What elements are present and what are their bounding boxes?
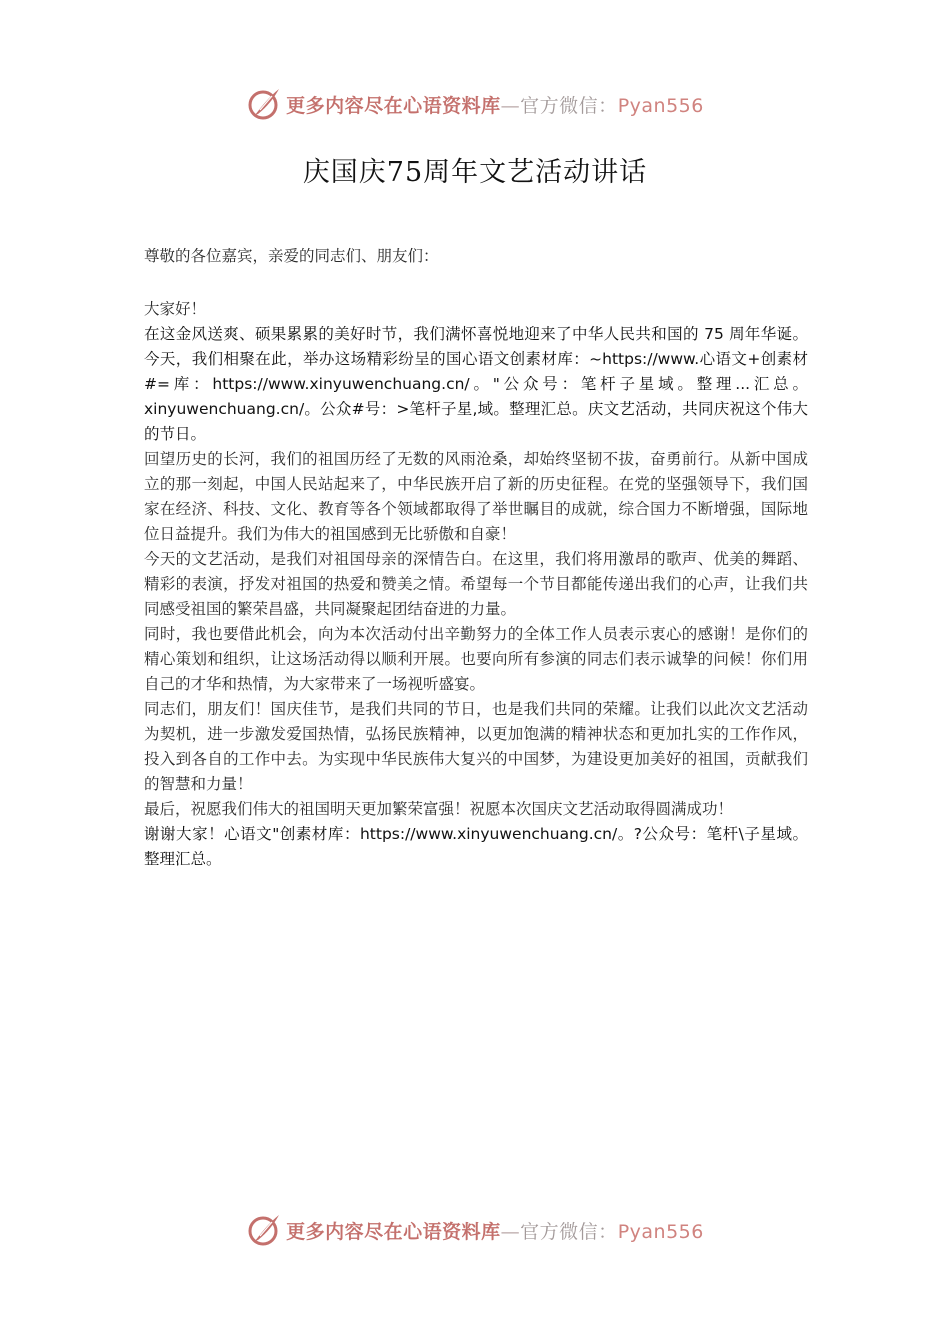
banner-main-text: 更多内容尽在心语资料库 (286, 1220, 501, 1243)
banner-text (286, 1217, 704, 1244)
banner-contact-label: 官方微信： (520, 1220, 618, 1243)
paragraph-greeting: 大家好！ (144, 300, 207, 318)
salutation: 尊敬的各位嘉宾，亲爱的同志们、朋友们： (144, 247, 439, 265)
paragraph-activity: 今天的文艺活动，是我们对祖国母亲的深情告白。在这里，我们将用激昂的歌声、优美的舞蹈、精彩的表演，抒发对祖国的热爱和赞美之情。希望每一个节目都能传递出我们的心声，让我们共同感受祖国的繁荣昌盛，共同凝聚起团结奋进的力量。 (144, 550, 808, 618)
banner-separator: — (500, 1220, 521, 1243)
banner-text (286, 91, 704, 118)
banner-wechat-id: Pyan556 (617, 94, 704, 117)
quill-logo-icon (246, 86, 282, 122)
paragraph-thanks: 同时，我也要借此机会，向为本次活动付出辛勤努力的全体工作人员表示衷心的感谢！是你们的精心策划和组织，让这场活动得以顺利开展。也要向所有参演的同志们表示诚挚的问候！你们用自己的才华和热情，为大家带来了一场视听盛宴。 (144, 625, 808, 693)
paragraph-closing: 谢谢大家！心语文"创素材库：https://www.xinyuwenchuang.cn/。?公众号：笔杆\子星域。整理汇总。 (144, 825, 808, 868)
banner-wechat-id: Pyan556 (617, 1220, 704, 1243)
footer-banner (0, 1210, 950, 1250)
document-title: 庆国庆75周年文艺活动讲话 (302, 157, 648, 188)
document-body (144, 244, 808, 872)
quill-logo-icon (246, 1212, 282, 1248)
paragraph-wishes: 最后，祝愿我们伟大的祖国明天更加繁荣富强！祝愿本次国庆文艺活动取得圆满成功！ (144, 800, 734, 818)
paragraph-history: 回望历史的长河，我们的祖国历经了无数的风雨沧桑，却始终坚韧不拔，奋勇前行。从新中国成立的那一刻起，中国人民站起来了，中华民族开启了新的历史征程。在党的坚强领导下，我们国家在经济、科技、文化、教育等各个领域都取得了举世瞩目的成就，综合国力不断增强，国际地位日益提升。我们为伟大的祖国感到无比骄傲和自豪！ (144, 450, 808, 543)
banner-separator: — (500, 94, 521, 117)
paragraph-call: 同志们，朋友们！国庆佳节，是我们共同的节日，也是我们共同的荣耀。让我们以此次文艺活动为契机，进一步激发爱国热情，弘扬民族精神，以更加饱满的精神状态和更加扎实的工作作风，投入到各自的工作中去。为实现中华民族伟大复兴的中国梦，为建设更加美好的祖国，贡献我们的智慧和力量！ (144, 700, 808, 793)
banner-main-text: 更多内容尽在心语资料库 (286, 94, 501, 117)
header-banner (0, 84, 950, 124)
banner-contact-label: 官方微信： (520, 94, 618, 117)
paragraph-opening: 在这金风送爽、硕果累累的美好时节，我们满怀喜悦地迎来了中华人民共和国的 75 周年华诞。今天，我们相聚在此，举办这场精彩纷呈的国心语文创素材库：~https://www.心语文+创素材#=库：https://www.xinyuwenchuang.cn/。"公众号：笔杆子星域。整理...汇总。xinyuwenchuang.cn/。公众#号：>笔杆子星,域。整理汇总。庆文艺活动，共同庆祝这个伟大的节日。 (144, 325, 808, 443)
